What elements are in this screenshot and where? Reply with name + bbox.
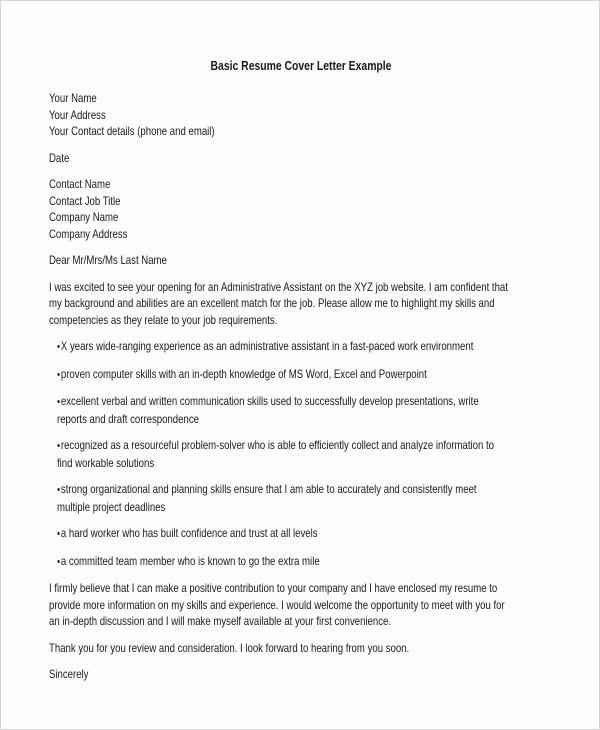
date-line	[49, 150, 553, 167]
recipient-name-line: Contact Name	[49, 177, 111, 191]
sender-name-line: Your Name	[49, 91, 97, 105]
bullet-icon: •	[57, 396, 61, 408]
signoff	[49, 666, 553, 683]
closing-paragraph	[49, 580, 553, 630]
recipient-company-address-line: Company Address	[49, 226, 128, 241]
bullet-icon: •	[57, 555, 61, 568]
salutation-text: Dear Mr/Mrs/Ms Last Name	[49, 253, 167, 267]
document-title: Basic Resume Cover Letter Example	[210, 58, 392, 73]
recipient-company-name-line: Company Name	[49, 210, 119, 224]
skill-line: find workable solutions	[57, 455, 155, 470]
intro-line: my background and abilities are an excellent match for the job. Please allow me to highlight my skills and	[49, 296, 495, 310]
intro-line: competencies as they relate to your job requirements.	[49, 312, 278, 327]
skill-line	[57, 481, 553, 499]
skill-line	[57, 393, 553, 411]
skill-line	[57, 338, 553, 356]
list-item	[49, 366, 553, 384]
skill-text: a hard worker who has built confidence and trust at all levels	[60, 526, 318, 540]
intro-line: I was excited to see your opening for an Administrative Assistant on the XYZ job website. I am confident that	[49, 279, 508, 294]
sender-contact-line: Your Contact details (phone and email)	[49, 124, 215, 138]
bullet-icon: •	[57, 440, 61, 452]
sender-address-line: Your Address	[49, 107, 106, 122]
list-item	[49, 437, 553, 471]
intro-paragraph	[49, 279, 553, 329]
skill-line: multiple project deadlines	[57, 499, 166, 514]
closing-line: provide more information on my skills and experience. I would welcome the opportunity to meet with you for	[49, 597, 505, 612]
skills-list	[49, 338, 553, 570]
skill-text: strong organizational and planning skills ensure that I am able to accurately and consistently meet	[60, 482, 477, 496]
skill-text: X years wide-ranging experience as an administrative assistant in a fast-paced work environment	[60, 339, 474, 353]
thanks-paragraph	[49, 640, 553, 657]
recipient-job-title-line: Contact Job Title	[49, 193, 121, 208]
recipient-block	[49, 176, 553, 242]
skill-line	[57, 525, 553, 543]
list-item	[49, 525, 553, 543]
skill-line	[57, 366, 553, 384]
skill-text: proven computer skills with an in-depth knowledge of MS Word, Excel and Powerpoint	[60, 366, 427, 381]
closing-line: I firmly believe that I can make a positive contribution to your company and I have enclosed my resume to	[49, 581, 498, 595]
closing-line: an in-depth discussion and I will make myself available at your first convenience.	[49, 614, 392, 628]
letter-body	[49, 58, 553, 683]
list-item	[49, 338, 553, 356]
bullet-icon: •	[57, 368, 61, 381]
skill-line	[57, 553, 553, 571]
thanks-text: Thank you for you review and consideration. I look forward to hearing from you soon.	[49, 640, 410, 655]
list-item	[49, 393, 553, 427]
bullet-icon: •	[57, 528, 61, 540]
skill-line	[57, 437, 553, 455]
list-item	[49, 553, 553, 571]
date-text: Date	[49, 150, 70, 165]
skill-line: reports and draft correspondence	[57, 411, 199, 426]
bullet-icon: •	[57, 341, 61, 353]
signoff-text: Sincerely	[49, 667, 89, 681]
skill-text: excellent verbal and written communication skills used to successfully develop presentations, write	[60, 394, 479, 408]
skill-text: a committed team member who is known to go the extra mile	[60, 553, 320, 568]
salutation	[49, 252, 553, 269]
list-item	[49, 481, 553, 515]
bullet-icon: •	[57, 484, 61, 496]
skill-text: recognized as a resourceful problem-solver who is able to efficiently collect and analyze information to	[60, 438, 495, 452]
sender-block	[49, 90, 553, 140]
